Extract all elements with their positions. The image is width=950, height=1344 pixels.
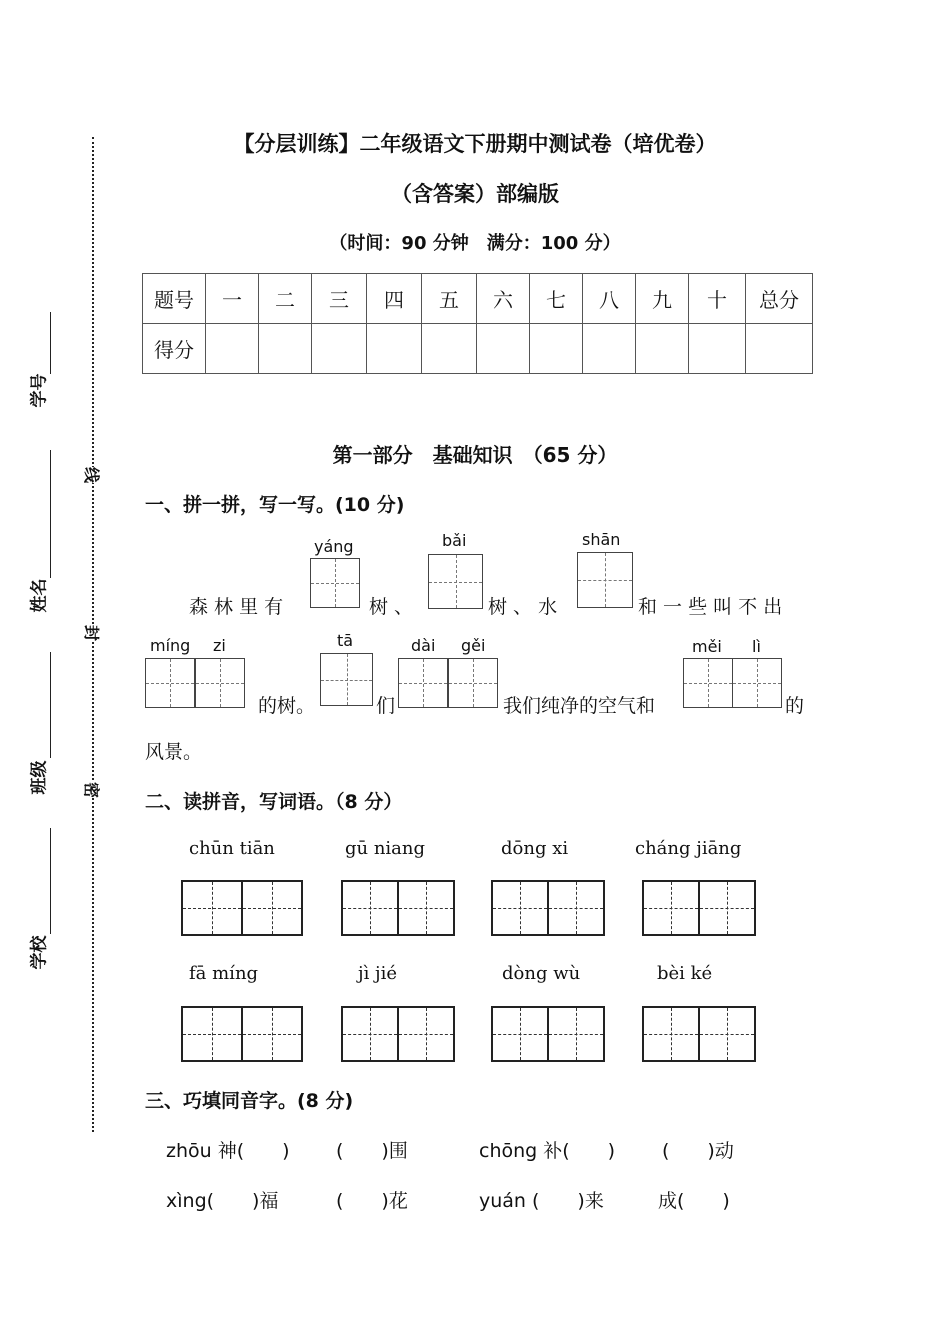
answer-box[interactable]	[320, 653, 373, 706]
student-no-line[interactable]	[50, 312, 51, 374]
answer-box[interactable]	[577, 552, 633, 608]
score-cell[interactable]	[312, 324, 367, 374]
q2-pinyin: chūn tiān	[189, 838, 275, 859]
school-label: 学校	[29, 935, 50, 970]
q1-pinyin: bǎi	[442, 531, 467, 550]
q1-pinyin: tā	[337, 631, 354, 650]
seal-secret-char: 密	[82, 781, 102, 799]
student-no-label: 学号	[29, 373, 50, 408]
q1-pinyin: shān	[582, 530, 621, 549]
class-line[interactable]	[50, 652, 51, 758]
table-header-cell: 九	[636, 274, 689, 324]
table-header-cell: 七	[530, 274, 583, 324]
q3-item[interactable]: 成( )	[658, 1190, 730, 1212]
q1-text: 和 一 些 叫 不 出	[638, 596, 783, 618]
q3-item[interactable]: yuán ( )来	[479, 1190, 604, 1212]
word-answer-box[interactable]	[491, 880, 605, 936]
answer-box[interactable]	[428, 554, 483, 609]
q2-pinyin: dòng wù	[502, 963, 581, 984]
score-cell[interactable]	[206, 324, 259, 374]
word-answer-box[interactable]	[181, 1006, 303, 1062]
q1-pinyin: yáng	[314, 537, 354, 556]
q1-pinyin: dài	[411, 636, 436, 655]
table-header-cell: 八	[583, 274, 636, 324]
table-header-cell: 四	[367, 274, 422, 324]
q3-title: 三、巧填同音字。(8 分)	[145, 1090, 354, 1112]
q3-item[interactable]: ( )围	[336, 1140, 408, 1162]
seal-seal-char: 封	[82, 624, 102, 642]
q2-pinyin: jì jié	[358, 963, 398, 984]
q1-pinyin: míng	[150, 636, 191, 655]
q1-text: 我们纯净的空气和	[503, 695, 656, 717]
exam-title-line2: （含答案）部编版	[391, 182, 559, 206]
exam-title-line1: 【分层训练】二年级语文下册期中测试卷（培优卷）	[233, 132, 717, 156]
score-table-header-row	[143, 274, 813, 324]
answer-box[interactable]	[683, 658, 733, 708]
part1-heading: 第一部分 基础知识 （65 分）	[332, 443, 618, 467]
q1-title: 一、拼一拼，写一写。(10 分)	[145, 494, 405, 516]
word-answer-box[interactable]	[181, 880, 303, 936]
q1-text: 树 、 水	[488, 596, 558, 618]
q1-pinyin: gěi	[461, 636, 486, 655]
word-answer-box[interactable]	[341, 1006, 455, 1062]
score-cell[interactable]	[636, 324, 689, 374]
q1-pinyin: lì	[752, 637, 761, 656]
answer-box[interactable]	[195, 658, 245, 708]
q1-text: 森 林 里 有	[189, 596, 284, 618]
q3-item[interactable]: chōng 补( )	[479, 1140, 616, 1162]
word-answer-box[interactable]	[642, 880, 756, 936]
q1-text: 们	[376, 695, 396, 717]
q2-pinyin: fā míng	[189, 963, 259, 984]
q3-item[interactable]: ( )动	[662, 1140, 734, 1162]
table-header-cell: 三	[312, 274, 367, 324]
table-header-cell: 一	[206, 274, 259, 324]
q1-pinyin: zi	[213, 636, 226, 655]
q1-text: 的树。	[258, 695, 316, 717]
q1-text: 的	[785, 695, 805, 717]
q3-item[interactable]: xìng( )福	[166, 1190, 279, 1212]
q1-pinyin: měi	[692, 637, 722, 656]
seal-line-char: 线	[82, 466, 102, 484]
table-header-cell: 二	[259, 274, 312, 324]
score-row-label: 得分	[143, 324, 206, 374]
score-cell[interactable]	[259, 324, 312, 374]
q1-text: 树 、	[369, 596, 414, 618]
answer-box[interactable]	[448, 658, 498, 708]
q2-pinyin: cháng jiāng	[635, 838, 742, 859]
answer-box[interactable]	[145, 658, 195, 708]
table-header-cell: 题号	[143, 274, 206, 324]
q3-item[interactable]: ( )花	[336, 1190, 408, 1212]
name-label: 姓名	[29, 578, 50, 613]
score-table-score-row	[143, 324, 813, 374]
table-header-cell: 六	[477, 274, 530, 324]
score-cell[interactable]	[689, 324, 746, 374]
school-line[interactable]	[50, 828, 51, 934]
table-header-cell: 十	[689, 274, 746, 324]
score-table	[142, 273, 813, 374]
q1-text: 风景。	[145, 741, 203, 763]
exam-time-info: （时间：90 分钟 满分：100 分）	[329, 233, 621, 254]
table-header-cell: 总分	[746, 274, 813, 324]
score-cell[interactable]	[422, 324, 477, 374]
class-label: 班级	[29, 760, 50, 795]
score-cell[interactable]	[530, 324, 583, 374]
score-cell[interactable]	[477, 324, 530, 374]
q2-pinyin: dōng xi	[501, 838, 569, 859]
answer-box[interactable]	[310, 558, 360, 608]
answer-box[interactable]	[398, 658, 448, 708]
score-cell[interactable]	[746, 324, 813, 374]
name-line[interactable]	[50, 450, 51, 578]
word-answer-box[interactable]	[341, 880, 455, 936]
score-cell[interactable]	[367, 324, 422, 374]
word-answer-box[interactable]	[642, 1006, 756, 1062]
word-answer-box[interactable]	[491, 1006, 605, 1062]
answer-box[interactable]	[732, 658, 782, 708]
score-cell[interactable]	[583, 324, 636, 374]
q2-pinyin: bèi ké	[657, 963, 713, 984]
q2-title: 二、读拼音，写词语。（8 分）	[145, 791, 403, 813]
q2-pinyin: gū niang	[345, 838, 426, 859]
table-header-cell: 五	[422, 274, 477, 324]
q3-item[interactable]: zhōu 神( )	[166, 1140, 290, 1162]
